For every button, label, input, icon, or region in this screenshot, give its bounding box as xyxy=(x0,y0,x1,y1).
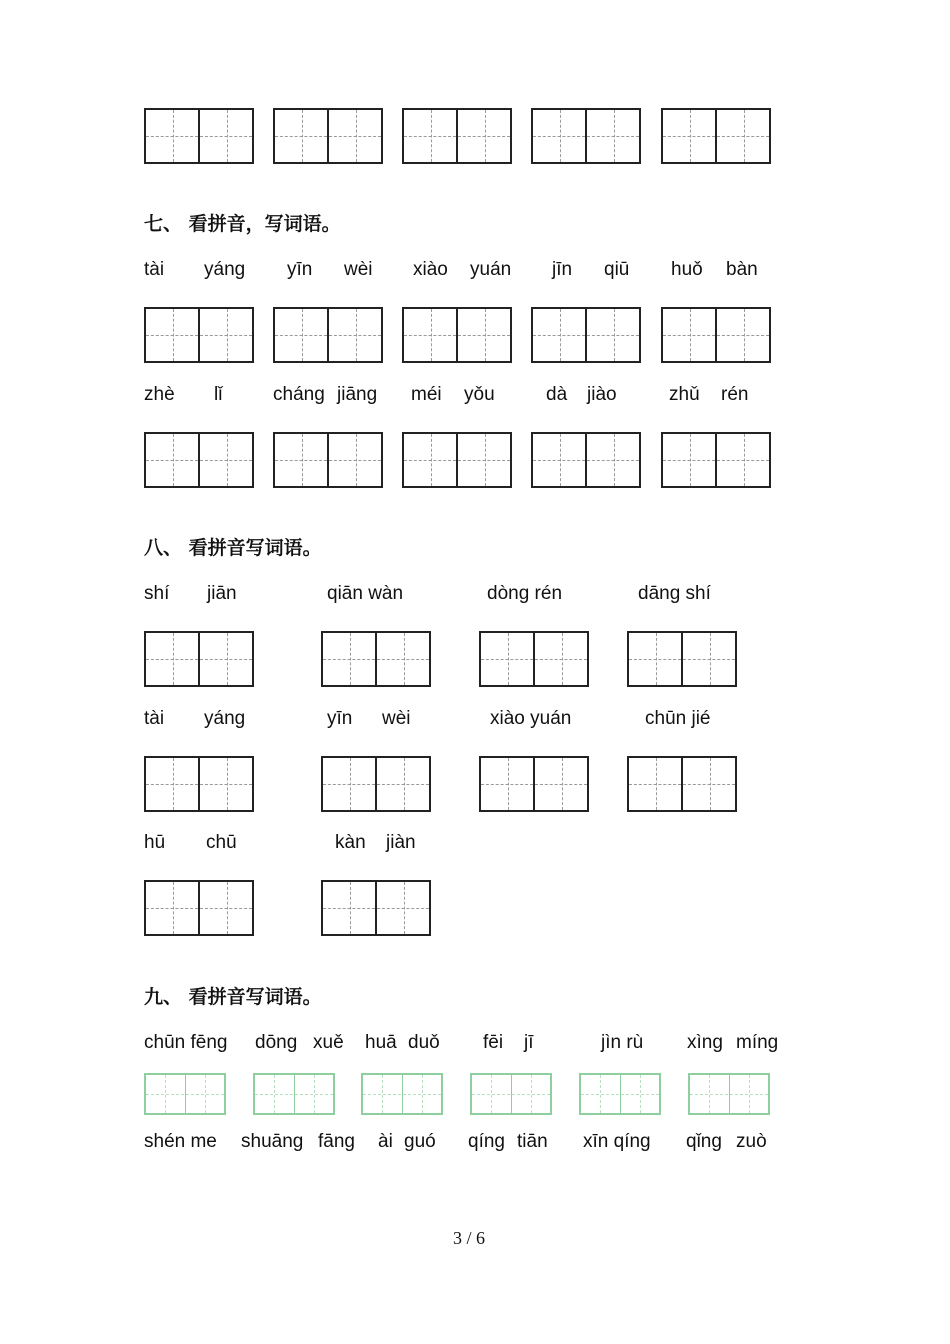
writing-box[interactable] xyxy=(402,432,512,488)
writing-box[interactable] xyxy=(144,432,254,488)
writing-box[interactable] xyxy=(402,108,512,164)
writing-box[interactable] xyxy=(661,432,771,488)
writing-box[interactable] xyxy=(253,1073,335,1115)
pinyin: zhǔ xyxy=(669,384,700,405)
pinyin: shuāng xyxy=(241,1131,304,1152)
pinyin: huā xyxy=(365,1032,397,1053)
pinyin: tiān xyxy=(517,1131,548,1152)
pinyin: xiào xyxy=(413,259,448,280)
pinyin: dà xyxy=(546,384,568,405)
pinyin: yīn xyxy=(327,708,353,729)
writing-box[interactable] xyxy=(144,307,254,363)
pinyin: shén me xyxy=(144,1131,217,1152)
pinyin: duǒ xyxy=(408,1032,440,1053)
pinyin: hū xyxy=(144,832,166,853)
pinyin: ài xyxy=(378,1131,393,1152)
page-number: 3 / 6 xyxy=(453,1228,486,1248)
writing-box[interactable] xyxy=(661,108,771,164)
writing-box[interactable] xyxy=(627,631,737,687)
pinyin: zhè xyxy=(144,384,175,405)
pinyin: jiān xyxy=(207,583,237,604)
pinyin: tài xyxy=(144,708,165,729)
pinyin: jìn rù xyxy=(601,1032,644,1053)
pinyin: guó xyxy=(404,1131,436,1152)
writing-box[interactable] xyxy=(531,307,641,363)
writing-box[interactable] xyxy=(688,1073,770,1115)
writing-box[interactable] xyxy=(402,307,512,363)
pinyin: huǒ xyxy=(671,259,703,280)
writing-box[interactable] xyxy=(479,631,589,687)
writing-box[interactable] xyxy=(321,880,431,936)
writing-box[interactable] xyxy=(273,108,383,164)
pinyin: cháng xyxy=(273,384,325,405)
pinyin: jī xyxy=(524,1032,534,1053)
pinyin: jiāng xyxy=(337,384,378,405)
pinyin: jiào xyxy=(587,384,617,405)
pinyin: wèi xyxy=(344,259,373,280)
pinyin: jiàn xyxy=(386,832,416,853)
pinyin: fēi xyxy=(483,1032,504,1053)
pinyin: qíng xyxy=(468,1131,505,1152)
writing-box[interactable] xyxy=(144,631,254,687)
pinyin: yáng xyxy=(204,259,246,280)
pinyin: qǐng xyxy=(686,1131,722,1152)
pinyin: xīn qíng xyxy=(583,1131,651,1152)
writing-box[interactable] xyxy=(144,880,254,936)
pinyin: dòng rén xyxy=(487,583,563,604)
pinyin: qiū xyxy=(604,259,630,280)
pinyin: chūn fēng xyxy=(144,1032,228,1053)
writing-box[interactable] xyxy=(273,307,383,363)
pinyin: zuò xyxy=(736,1131,767,1152)
writing-box[interactable] xyxy=(144,1073,226,1115)
writing-box[interactable] xyxy=(144,108,254,164)
writing-box[interactable] xyxy=(627,756,737,812)
writing-box[interactable] xyxy=(321,631,431,687)
pinyin: fāng xyxy=(318,1131,355,1152)
pinyin: yǒu xyxy=(464,384,495,405)
pinyin: méi xyxy=(411,384,442,405)
pinyin: xiào yuán xyxy=(490,708,572,729)
writing-box[interactable] xyxy=(321,756,431,812)
writing-box[interactable] xyxy=(144,756,254,812)
pinyin: dāng shí xyxy=(638,583,711,604)
pinyin: xìng xyxy=(687,1032,723,1053)
writing-box[interactable] xyxy=(273,432,383,488)
writing-box[interactable] xyxy=(361,1073,443,1115)
writing-box[interactable] xyxy=(479,756,589,812)
pinyin: tài xyxy=(144,259,165,280)
pinyin: yáng xyxy=(204,708,246,729)
section-title: 九、 看拼音写词语。 xyxy=(144,986,322,1008)
section-title: 七、 看拼音，写词语。 xyxy=(144,213,341,235)
pinyin: wèi xyxy=(382,708,411,729)
pinyin: bàn xyxy=(726,259,758,280)
pinyin: jīn xyxy=(552,259,573,280)
pinyin: rén xyxy=(721,384,749,405)
pinyin: chū xyxy=(206,832,237,853)
pinyin: xuě xyxy=(313,1032,344,1053)
pinyin: yīn xyxy=(287,259,313,280)
pinyin: yuán xyxy=(470,259,512,280)
writing-box[interactable] xyxy=(531,108,641,164)
pinyin: chūn jié xyxy=(645,708,711,729)
pinyin: míng xyxy=(736,1032,779,1053)
writing-box[interactable] xyxy=(661,307,771,363)
pinyin: kàn xyxy=(335,832,366,853)
pinyin: lǐ xyxy=(214,384,223,405)
writing-box[interactable] xyxy=(531,432,641,488)
pinyin: qiān wàn xyxy=(327,583,404,604)
section-title: 八、 看拼音写词语。 xyxy=(144,537,322,559)
writing-box[interactable] xyxy=(470,1073,552,1115)
pinyin: shí xyxy=(144,583,170,604)
writing-box[interactable] xyxy=(579,1073,661,1115)
pinyin: dōng xyxy=(255,1032,298,1053)
